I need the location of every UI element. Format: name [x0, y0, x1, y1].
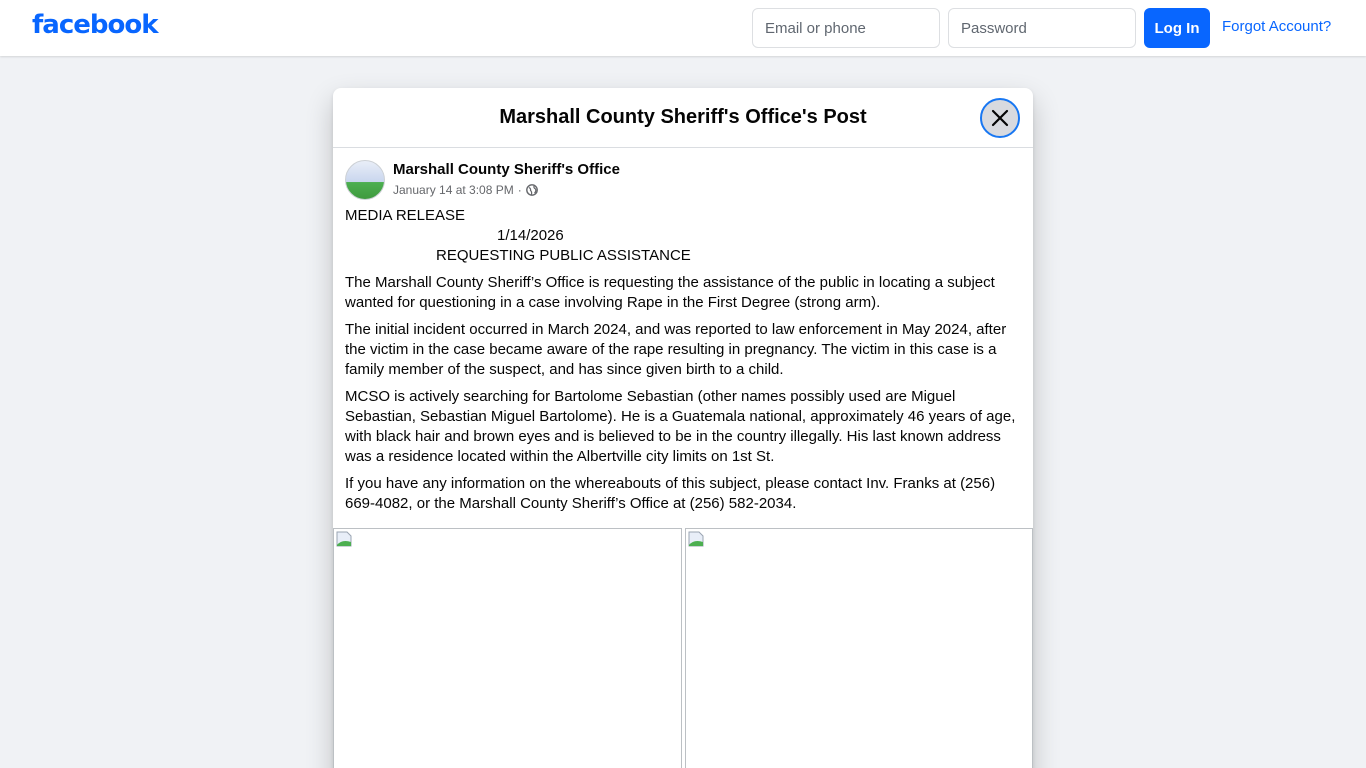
- post-paragraph: The Marshall County Sheriff’s Office is requesting the assistance of the public in locating a subject wanted for questioning in a case involving Rape in the First Degree (strong arm).: [345, 274, 995, 311]
- globe-icon: [526, 184, 538, 196]
- top-bar: [0, 0, 1366, 56]
- broken-image-icon: [688, 531, 704, 547]
- close-button[interactable]: [980, 98, 1020, 138]
- forgot-account-link[interactable]: Forgot Account?: [1222, 18, 1332, 35]
- release-subject: REQUESTING PUBLIC ASSISTANCE: [436, 247, 691, 264]
- post-paragraph: If you have any information on the whereabouts of this subject, please contact Inv. Franks at (256) 669-4082, or the Marshall County Sheriff’s Office at (256) 582-2034.: [345, 475, 996, 512]
- post-meta: [393, 183, 538, 197]
- password-input[interactable]: [948, 8, 1136, 48]
- facebook-logo[interactable]: facebook: [32, 10, 158, 40]
- post-timestamp[interactable]: January 14 at 3:08 PM: [393, 183, 514, 197]
- post-paragraph: The initial incident occurred in March 2024, and was reported to law enforcement in May 2024, after the victim in the case became aware of the rape resulting in pregnancy. The victim in this case is a family member of the suspect, and has since given birth to a child.: [345, 321, 1007, 378]
- broken-image-icon: [336, 531, 352, 547]
- post-images: [333, 528, 1033, 768]
- post-header: [333, 148, 1033, 206]
- close-icon: [991, 109, 1009, 127]
- dialog-title: Marshall County Sheriff's Office's Post: [499, 106, 867, 128]
- release-header: [345, 206, 1021, 266]
- dialog-header: [333, 88, 1033, 148]
- release-date: 1/14/2026: [497, 227, 564, 244]
- release-label: MEDIA RELEASE: [345, 207, 466, 224]
- post-body: [333, 206, 1033, 514]
- meta-separator: ·: [517, 183, 522, 197]
- post-image-1[interactable]: [333, 528, 682, 768]
- post-dialog: [333, 88, 1033, 768]
- post-image-2[interactable]: [685, 528, 1034, 768]
- email-input[interactable]: [752, 8, 940, 48]
- login-button[interactable]: Log In: [1144, 8, 1210, 48]
- author-name[interactable]: Marshall County Sheriff's Office: [393, 161, 620, 178]
- post-paragraph: MCSO is actively searching for Bartolome Sebastian (other names possibly used are Miguel Sebastian, Sebastian Miguel Bartolome). He is a Guatemala national, approximately 46 years of age, with black hair and brown eyes and is believed to be in the country illegally. His last known address was a residence located within the Albertville city limits on 1st St.: [345, 388, 1016, 465]
- avatar[interactable]: [345, 160, 385, 200]
